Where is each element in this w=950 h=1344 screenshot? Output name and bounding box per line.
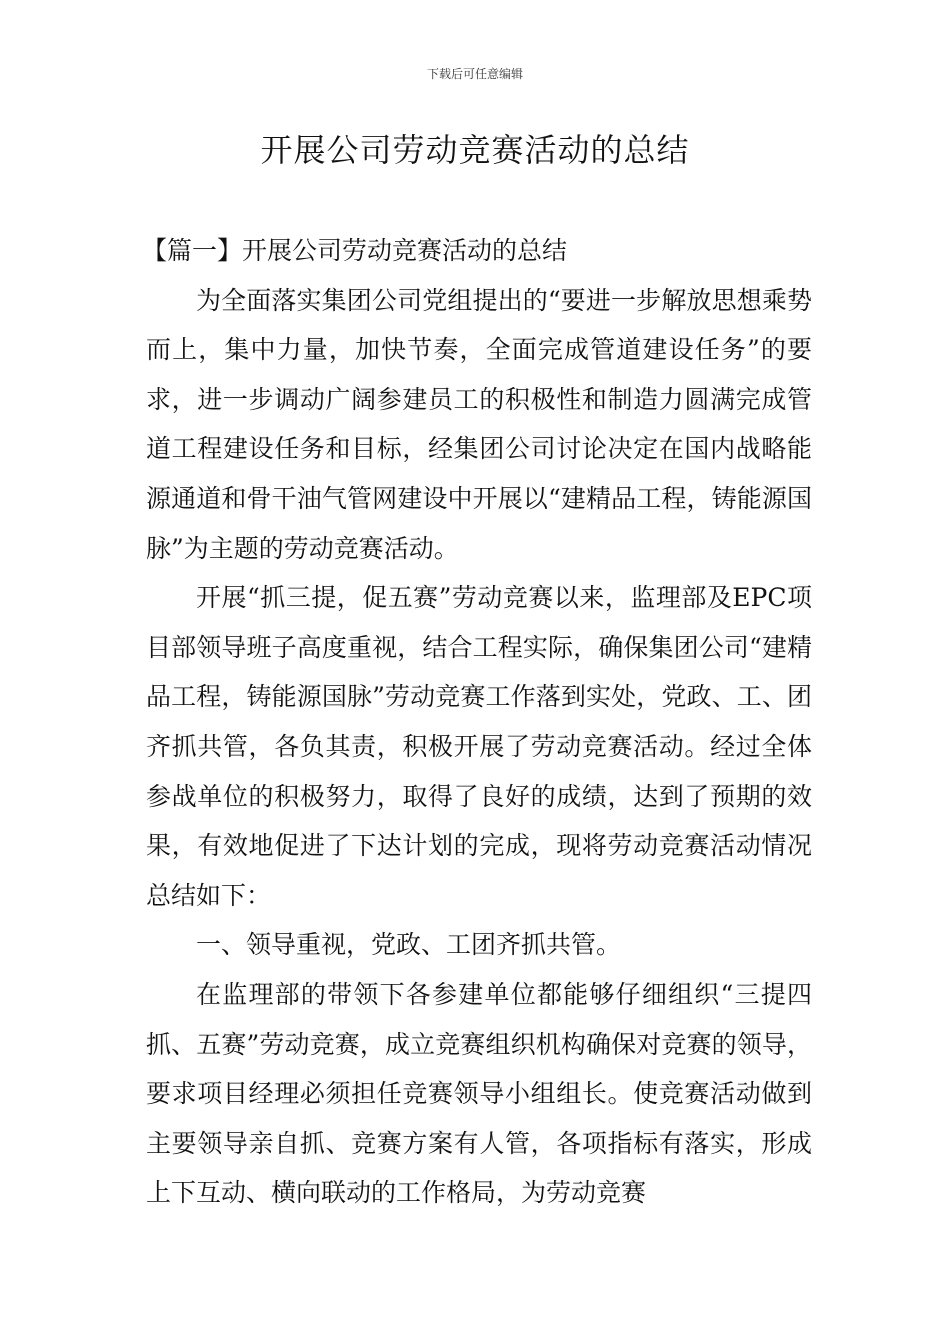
paragraph-point-one-heading: 一、领导重视，党政、工团齐抓共管。: [196, 930, 622, 960]
document-body: [142, 226, 812, 1218]
section-heading: 【篇一】开展公司劳动竞赛活动的总结: [142, 236, 568, 265]
paragraph-intro: 为全面落实集团公司党组提出的“要进一步解放思想乘势而上，集中力量，加快节奏，全面完成管道建设任务”的要求，进一步调动广阔参建员工的积极性和制造力圆满完成管道工程建设任务和目标，经集团公司讨论决定在国内战略能源通道和骨干油气管网建设中开展以“建精品工程，铸能源国脉”为主题的劳动竞赛活动。: [146, 285, 812, 563]
paragraph-point-one-body: 在监理部的带领下各参建单位都能够仔细组织“三提四抓、五赛”劳动竞赛，成立竞赛组织机构确保对竞赛的领导，要求项目经理必须担任竞赛领导小组组长。使竞赛活动做到主要领导亲自抓、竞赛方案有人管，各项指标有落实，形成上下互动、横向联动的工作格局，为劳动竞赛: [146, 979, 812, 1208]
page-header-note: 下载后可任意编辑: [426, 67, 523, 81]
paragraph-competition-overview: 开展“抓三提，促五赛”劳动竞赛以来，监理部及EPC项目部领导班子高度重视，结合工程实际，确保集团公司“建精品工程，铸能源国脉”劳动竞赛工作落到实处，党政、工、团齐抓共管，各负其责，积极开展了劳动竞赛活动。经过全体参战单位的积极努力，取得了良好的成绩，达到了预期的效果，有效地促进了下达计划的完成，现将劳动竞赛活动情况总结如下：: [146, 583, 812, 910]
document-title: 开展公司劳动竞赛活动的总结: [260, 131, 690, 169]
